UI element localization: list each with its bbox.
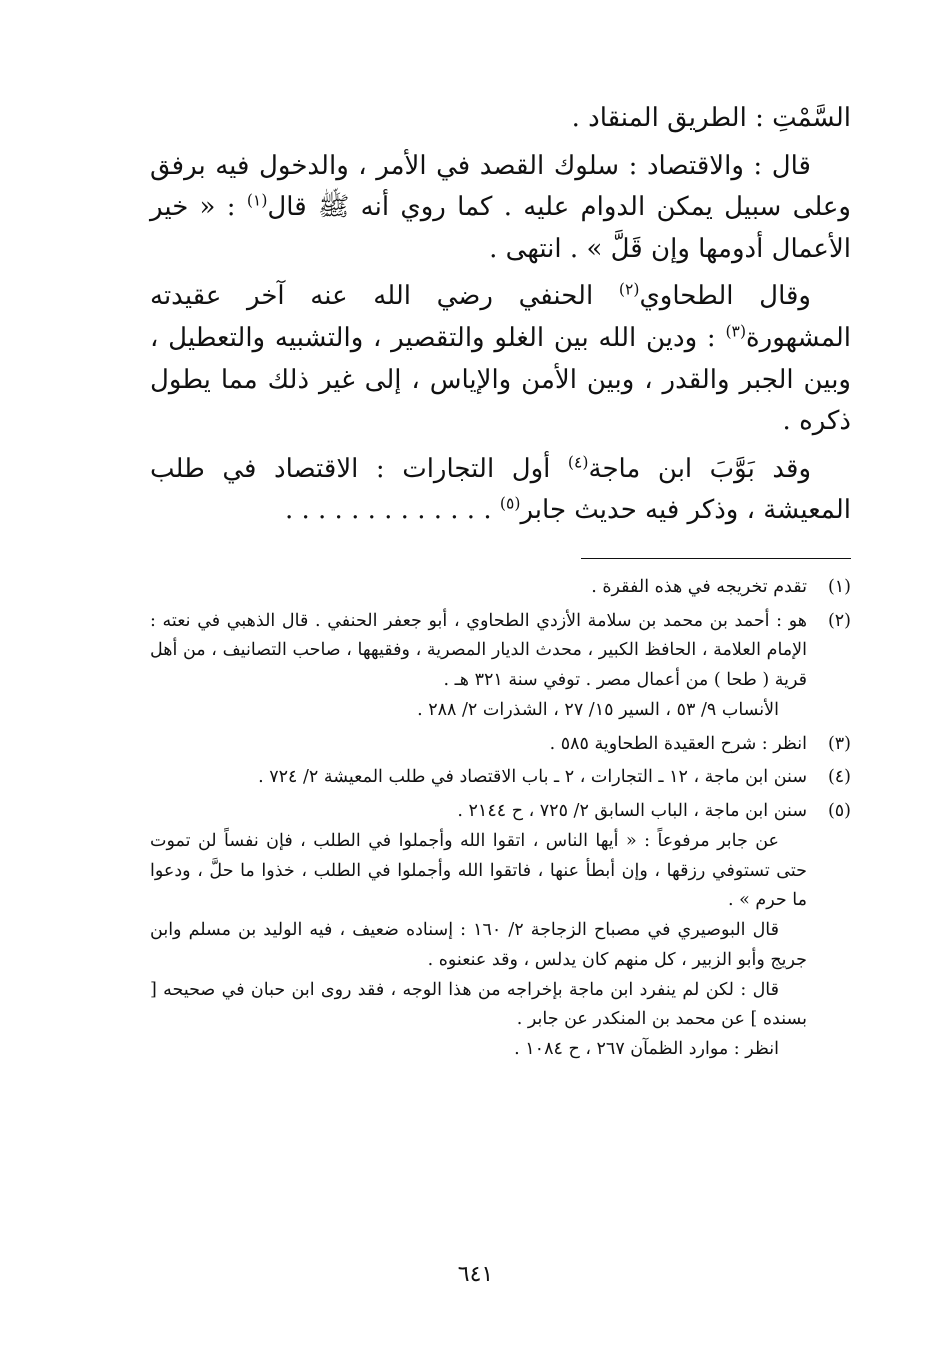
paragraph-2: [150, 146, 851, 271]
main-text: [150, 98, 851, 532]
footnote-text: انظر : شرح العقيدة الطحاوية ٥٨٥ .: [549, 733, 807, 754]
paragraph-3: [150, 276, 851, 442]
footnote-text: هو : أحمد بن محمد بن سلامة الأزدي الطحاوي ، أبو جعفر الحنفي . قال الذهبي في نعته : الإمام العلامة ، الحافظ الكبير ، محدث الديار المصرية ، وفقيهها ، صاحب التصانيف ، من أهل قرية ( طحا ) من أعمال مصر . توفي سنة ٣٢١ هـ .: [150, 610, 807, 691]
paragraph-4: [150, 449, 851, 532]
footnote-ref-1: (١): [246, 191, 268, 210]
footnote-ref-4: (٤): [567, 453, 589, 472]
footnote-ref-5: (٥): [499, 494, 521, 513]
p2-text-b: : « خير الأعمال أدومها وإن قَلَّ » . انتهى .: [150, 192, 851, 264]
footnote-number: (٥): [827, 801, 851, 822]
footnote-text: عن جابر مرفوعاً : « أيها الناس ، اتقوا الله وأجملوا في الطلب ، فإن نفساً لن تموت حتى تستوفي رزقها ، وإن أبطأ عنها ، فاتقوا الله وأجملوا في الطلب ، خذوا ما حلَّ ، ودعوا ما حرم » .: [150, 830, 807, 911]
footnote-number: (١): [827, 576, 851, 597]
footnote-5: [150, 797, 851, 1065]
footnote-number: (٤): [827, 767, 851, 788]
footnote-4: [150, 763, 851, 793]
footnote-2: [150, 607, 851, 726]
footnote-3: [150, 730, 851, 760]
page-number: ٦٤١: [457, 1262, 494, 1287]
footnote-text: انظر : موارد الظمآن ٢٦٧ ، ح ١٠٨٤ .: [514, 1039, 779, 1060]
footnote-text: سنن ابن ماجة ، ١٢ ـ التجارات ، ٢ ـ باب الاقتصاد في طلب المعيشة ٢/ ٧٢٤ .: [258, 767, 807, 788]
p2-text-a: قال : والاقتصاد : سلوك القصد في الأمر ، والدخول فيه برفق وعلى سبيل يمكن الدوام عليه . كما روي أنه ﷺ قال: [150, 150, 851, 223]
footnote-1: [150, 573, 851, 603]
paragraph-1: [150, 98, 851, 140]
p3-text-b: الحنفي رضي الله عنه آخر عقيدته المشهورة: [150, 281, 851, 353]
footnote-text: سنن ابن ماجة ، الباب السابق ٢/ ٧٢٥ ، ح ٢١٤٤ .: [457, 801, 807, 822]
p4-text-b: أول التجارات : الاقتصاد في طلب المعيشة ، وذكر فيه حديث جابر: [150, 453, 851, 526]
footnotes: [150, 573, 851, 1065]
footnote-text: قال : لكن لم ينفرد ابن ماجة بإخراجه من هذا الوجه ، فقد روى ابن حبان في صحيحه [ بسنده ] عن محمد بن المنكدر عن جابر .: [150, 979, 807, 1030]
p4-dots: . . . . . . . . . . . . .: [284, 495, 500, 526]
p1-text: السَّمْتِ : الطريق المنقاد .: [571, 103, 851, 133]
footnote-separator: [581, 558, 851, 559]
footnote-text: تقدم تخريجه في هذه الفقرة .: [591, 576, 807, 597]
footnote-text: الأنساب ٩/ ٥٣ ، السير ١٥/ ٢٧ ، الشذرات ٢/ ٢٨٨ .: [417, 699, 779, 720]
footnote-ref-3: (٣): [725, 322, 747, 341]
footnote-text: قال البوصيري في مصباح الزجاجة ٢/ ١٦٠ : إسناده ضعيف ، فيه الوليد بن مسلم وابن جريج وأبو الزبير ، كل منهم كان يدلس ، وقد عنعنوه .: [150, 920, 807, 970]
p3-text-c: : ودين الله بين الغلو والتقصير ، والتشبيه والتعطيل ، وبين الجبر والقدر ، وبين الأمن والإياس ، إلى غير ذلك مما يطول ذكره .: [150, 322, 851, 437]
p3-text-a: وقال الطحاوي: [639, 281, 811, 312]
footnote-ref-2: (٢): [618, 280, 640, 299]
p4-text-a: وقد بَوَّبَ ابن ماجة: [588, 453, 812, 484]
footnote-number: (٢): [827, 610, 851, 631]
footnote-number: (٣): [827, 733, 851, 754]
